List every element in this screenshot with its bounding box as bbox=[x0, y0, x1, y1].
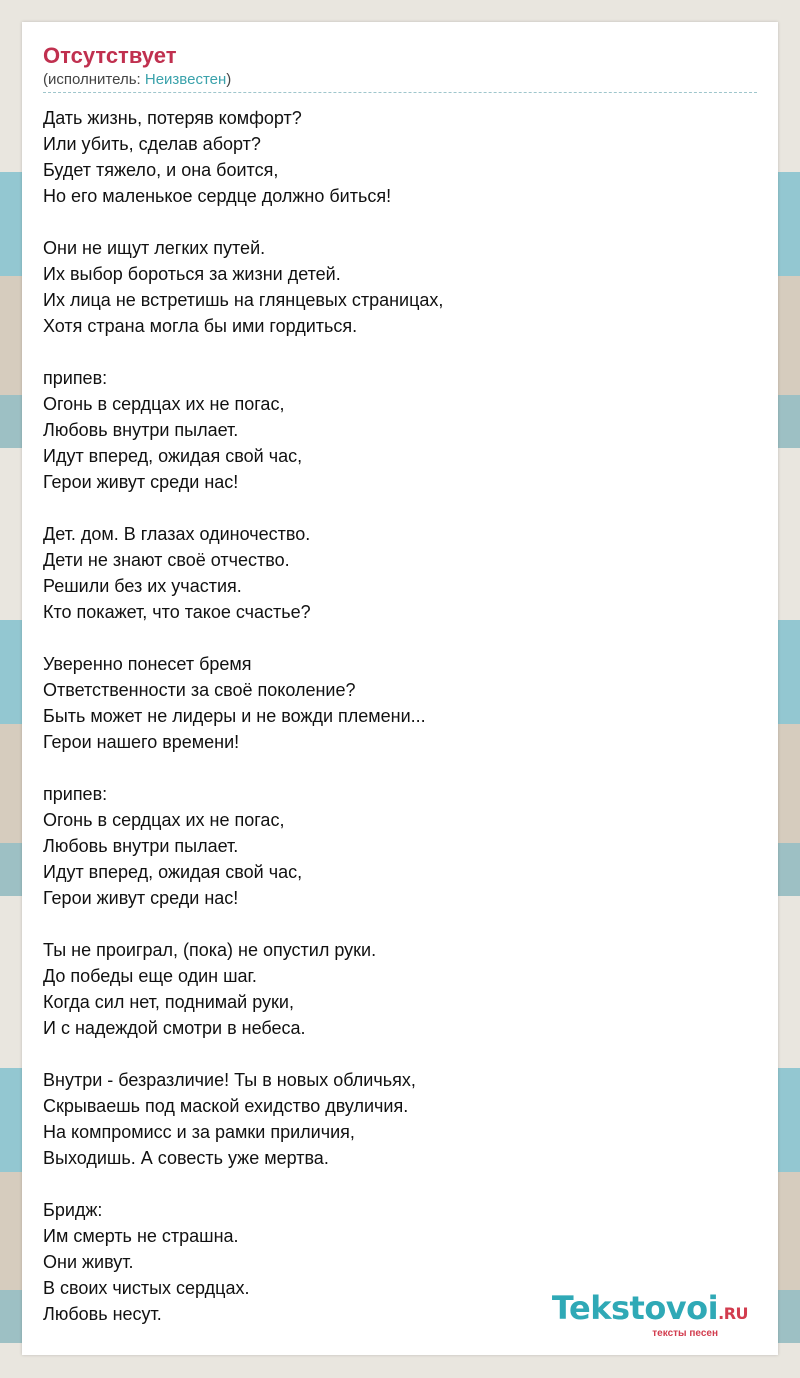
stanza-break bbox=[43, 209, 758, 235]
lyric-line: Быть может не лидеры и не вожди племени... bbox=[43, 706, 426, 726]
stanza-break bbox=[43, 339, 758, 365]
lyric-line: припев: bbox=[43, 784, 108, 804]
lyric-line: Дети не знают своё отчество. bbox=[43, 550, 290, 570]
lyrics-card bbox=[22, 22, 778, 1355]
lyric-line: Кто покажет, что такое счастье? bbox=[43, 602, 311, 622]
lyric-line: Они живут. bbox=[43, 1252, 134, 1272]
song-title: Отсутствует bbox=[43, 43, 177, 68]
lyric-line: Идут вперед, ожидая свой час, bbox=[43, 446, 303, 466]
lyric-line: Дет. дом. В глазах одиночество. bbox=[43, 524, 311, 544]
lyric-line: И с надеждой смотри в небеса. bbox=[43, 1018, 306, 1038]
lyric-line: Любовь внутри пылает. bbox=[43, 836, 239, 856]
lyric-line: Дать жизнь, потеряв комфорт? bbox=[43, 108, 302, 128]
lyric-line: Скрываешь под маской ехидство двуличия. bbox=[43, 1096, 409, 1116]
lyric-line: Бридж: bbox=[43, 1200, 103, 1220]
artist-byline bbox=[43, 70, 758, 90]
lyric-line: Им смерть не страшна. bbox=[43, 1226, 239, 1246]
lyric-line: Огонь в сердцах их не погас, bbox=[43, 810, 285, 830]
stanza-break bbox=[43, 1041, 758, 1067]
lyric-line: Идут вперед, ожидая свой час, bbox=[43, 862, 303, 882]
logo-tld: .RU bbox=[718, 1304, 748, 1323]
stanza-break bbox=[43, 755, 758, 781]
lyric-line: Герои нашего времени! bbox=[43, 732, 240, 752]
lyric-line: Или убить, сделав аборт? bbox=[43, 134, 261, 154]
lyric-line: Когда сил нет, поднимай руки, bbox=[43, 992, 294, 1012]
logo-tagline: тексты песен bbox=[652, 1328, 718, 1339]
lyrics-text bbox=[43, 105, 758, 1327]
lyric-line: Внутри - безразличие! Ты в новых обличьях, bbox=[43, 1070, 416, 1090]
lyric-line: Любовь внутри пылает. bbox=[43, 420, 239, 440]
lyric-line: Огонь в сердцах их не погас, bbox=[43, 394, 285, 414]
title-separator bbox=[43, 92, 757, 93]
stanza-break bbox=[43, 495, 758, 521]
lyric-line: Ты не проиграл, (пока) не опустил руки. bbox=[43, 940, 377, 960]
lyric-line: Хотя страна могла бы ими гордиться. bbox=[43, 316, 358, 336]
lyric-line: Выходишь. А совесть уже мертва. bbox=[43, 1148, 329, 1168]
lyric-line: Будет тяжело, и она боится, bbox=[43, 160, 279, 180]
lyric-line: припев: bbox=[43, 368, 108, 388]
lyric-line: На компромисс и за рамки приличия, bbox=[43, 1122, 355, 1142]
stanza-break bbox=[43, 1171, 758, 1197]
lyric-line: До победы еще один шаг. bbox=[43, 966, 257, 986]
lyric-line: Уверенно понесет бремя bbox=[43, 654, 252, 674]
lyric-line: Их лица не встретишь на глянцевых страницах, bbox=[43, 290, 444, 310]
stanza-break bbox=[43, 625, 758, 651]
lyric-line: Они не ищут легких путей. bbox=[43, 238, 266, 258]
lyric-line: Герои живут среди нас! bbox=[43, 888, 239, 908]
lyric-line: Их выбор бороться за жизни детей. bbox=[43, 264, 341, 284]
lyric-line: Решили без их участия. bbox=[43, 576, 242, 596]
lyric-line: Но его маленькое сердце должно биться! bbox=[43, 186, 392, 206]
stanza-break bbox=[43, 911, 758, 937]
byline-suffix: ) bbox=[226, 71, 232, 88]
byline-prefix: (исполнитель: bbox=[43, 71, 145, 88]
lyric-line: Ответственности за своё поколение? bbox=[43, 680, 356, 700]
site-logo[interactable] bbox=[551, 1289, 748, 1339]
lyric-line: Любовь несут. bbox=[43, 1304, 162, 1324]
artist-link[interactable]: Неизвестен bbox=[144, 71, 227, 88]
lyric-line: В своих чистых сердцах. bbox=[43, 1278, 250, 1298]
lyric-line: Герои живут среди нас! bbox=[43, 472, 239, 492]
logo-word: Tekstovoi bbox=[551, 1289, 719, 1327]
